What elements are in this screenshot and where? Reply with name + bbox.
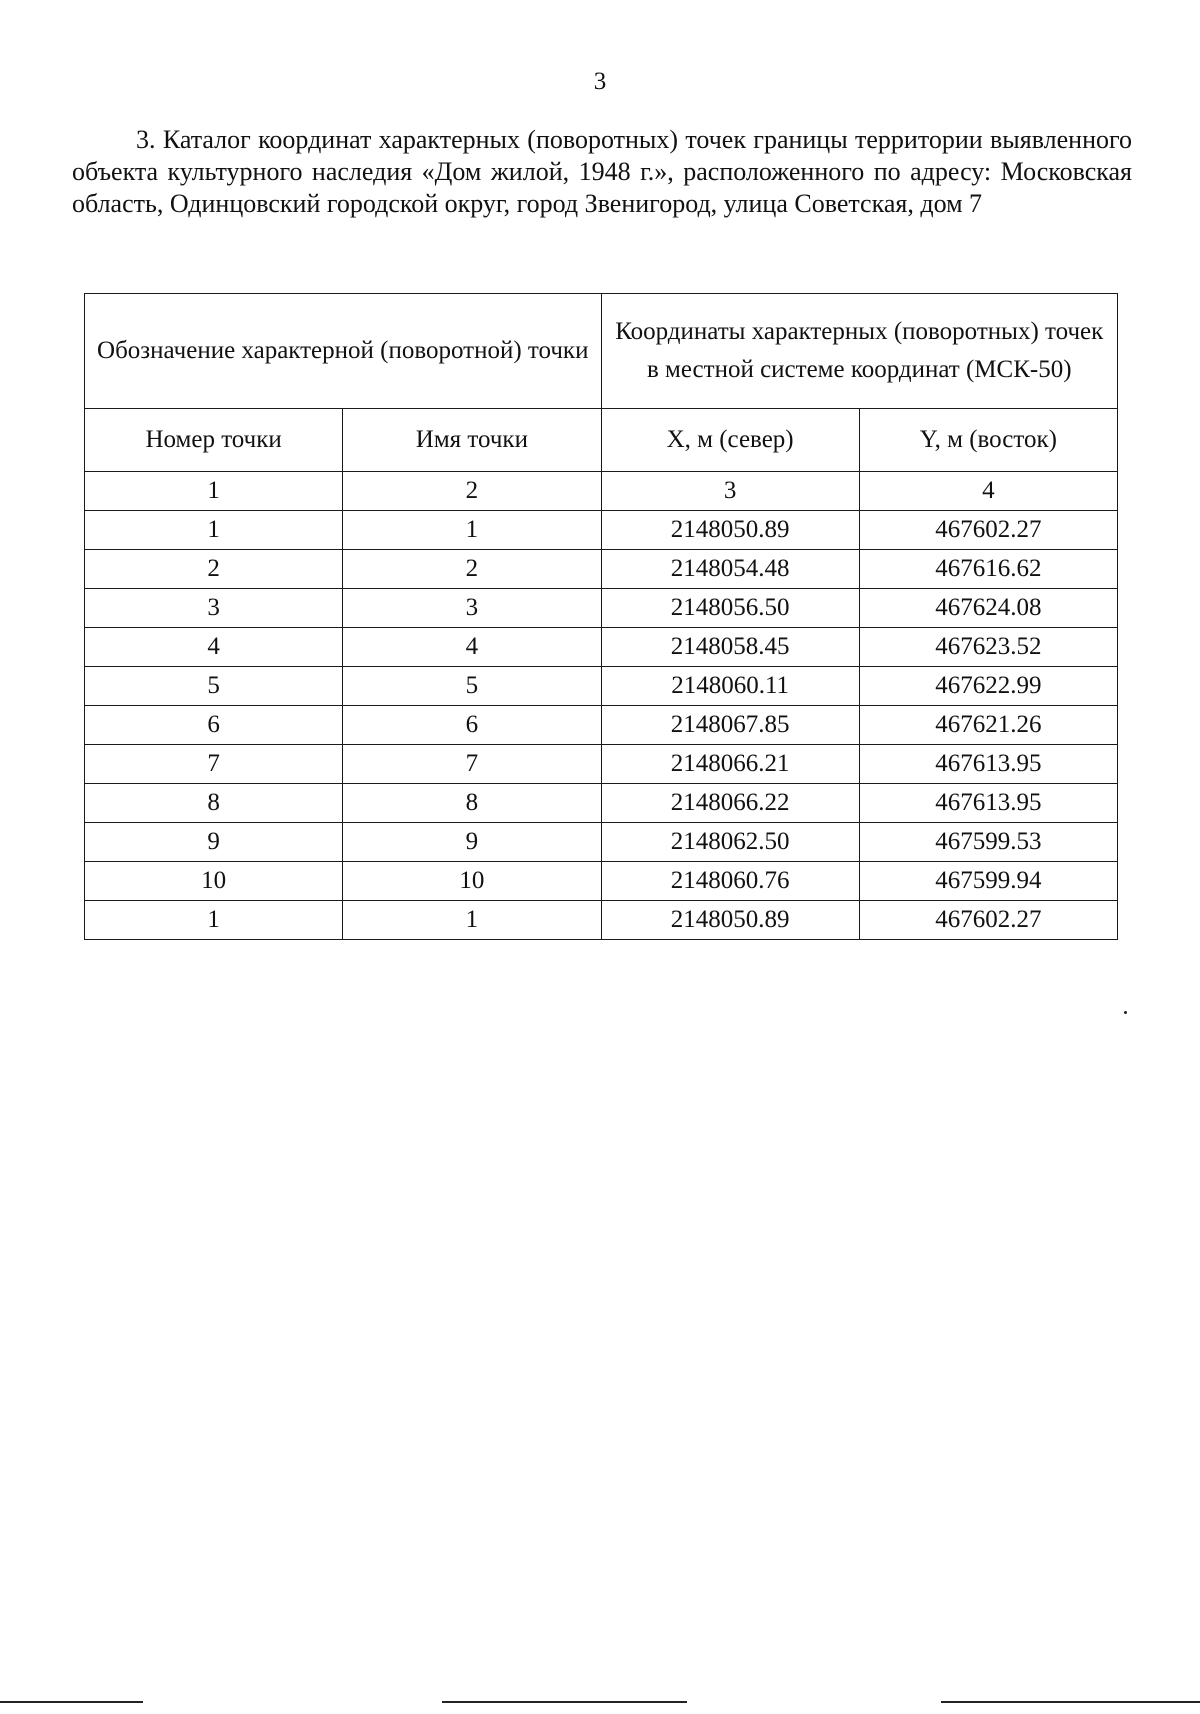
column-header: Y, м (восток) <box>859 409 1117 472</box>
table-cell: 9 <box>85 823 343 862</box>
table-cell: 10 <box>343 862 601 901</box>
table-row <box>85 706 1118 745</box>
column-number: 3 <box>601 472 859 511</box>
table-cell: 8 <box>85 784 343 823</box>
column-header: Имя точки <box>343 409 601 472</box>
group-header-point-designation: Обозначение характерной (поворотной) точки <box>85 294 602 409</box>
table-row <box>85 511 1118 550</box>
table-cell: 7 <box>343 745 601 784</box>
table-cell: 1 <box>343 901 601 940</box>
table-cell: 467599.94 <box>859 862 1117 901</box>
coordinates-table <box>84 293 1118 940</box>
table-cell: 467623.52 <box>859 628 1117 667</box>
table-cell: 5 <box>343 667 601 706</box>
table-cell: 4 <box>85 628 343 667</box>
column-number: 4 <box>859 472 1117 511</box>
table-cell: 1 <box>343 511 601 550</box>
table-cell: 2148060.76 <box>601 862 859 901</box>
table-cell: 1 <box>85 511 343 550</box>
table-cell: 467613.95 <box>859 784 1117 823</box>
table-row <box>85 784 1118 823</box>
table-cell: 467602.27 <box>859 511 1117 550</box>
table-cell: 2 <box>343 550 601 589</box>
column-header: Номер точки <box>85 409 343 472</box>
group-header-row <box>85 294 1118 409</box>
table-row <box>85 901 1118 940</box>
table-row <box>85 589 1118 628</box>
table-cell: 467622.99 <box>859 667 1117 706</box>
column-number-row <box>85 472 1118 511</box>
column-number: 1 <box>85 472 343 511</box>
table-cell: 9 <box>343 823 601 862</box>
stray-dot-mark <box>1124 1011 1127 1014</box>
page-number: 3 <box>593 68 607 95</box>
table-cell: 2148050.89 <box>601 511 859 550</box>
table-cell: 467613.95 <box>859 745 1117 784</box>
table-cell: 2148056.50 <box>601 589 859 628</box>
table-cell: 2148060.11 <box>601 667 859 706</box>
group-header-coordinates: Координаты характерных (поворотных) точек в местной системе координат (МСК-50) <box>601 294 1118 409</box>
table-cell: 2148050.89 <box>601 901 859 940</box>
table-cell: 467621.26 <box>859 706 1117 745</box>
table-row <box>85 823 1118 862</box>
table-cell: 2148067.85 <box>601 706 859 745</box>
footer-rule <box>442 1701 687 1703</box>
table-cell: 2 <box>85 550 343 589</box>
column-header-row <box>85 409 1118 472</box>
table-cell: 2148054.48 <box>601 550 859 589</box>
table-cell: 6 <box>85 706 343 745</box>
column-number: 2 <box>343 472 601 511</box>
table-cell: 2148066.21 <box>601 745 859 784</box>
table-row <box>85 550 1118 589</box>
table-cell: 3 <box>343 589 601 628</box>
table-row <box>85 862 1118 901</box>
table-cell: 1 <box>85 901 343 940</box>
table-cell: 4 <box>343 628 601 667</box>
table-cell: 2148062.50 <box>601 823 859 862</box>
table-cell: 5 <box>85 667 343 706</box>
table-cell: 2148066.22 <box>601 784 859 823</box>
table-cell: 7 <box>85 745 343 784</box>
footer-rule <box>0 1701 143 1703</box>
table-cell: 10 <box>85 862 343 901</box>
table-cell: 2148058.45 <box>601 628 859 667</box>
table-cell: 467624.08 <box>859 589 1117 628</box>
table-cell: 8 <box>343 784 601 823</box>
table-row <box>85 628 1118 667</box>
table-row <box>85 667 1118 706</box>
column-header: X, м (север) <box>601 409 859 472</box>
footer-rule <box>941 1701 1200 1703</box>
table-row <box>85 745 1118 784</box>
table-cell: 467599.53 <box>859 823 1117 862</box>
table-cell: 467602.27 <box>859 901 1117 940</box>
table-cell: 467616.62 <box>859 550 1117 589</box>
intro-paragraph: 3. Каталог координат характерных (поворотных) точек границы территории выявленного объекта культурного наследия «Дом жилой, 1948 г.», расположенного по адресу: Московская область, Одинцовский городской округ, город Звенигород, улица Советская, дом 7 <box>72 125 1132 218</box>
table-cell: 3 <box>85 589 343 628</box>
table-cell: 6 <box>343 706 601 745</box>
